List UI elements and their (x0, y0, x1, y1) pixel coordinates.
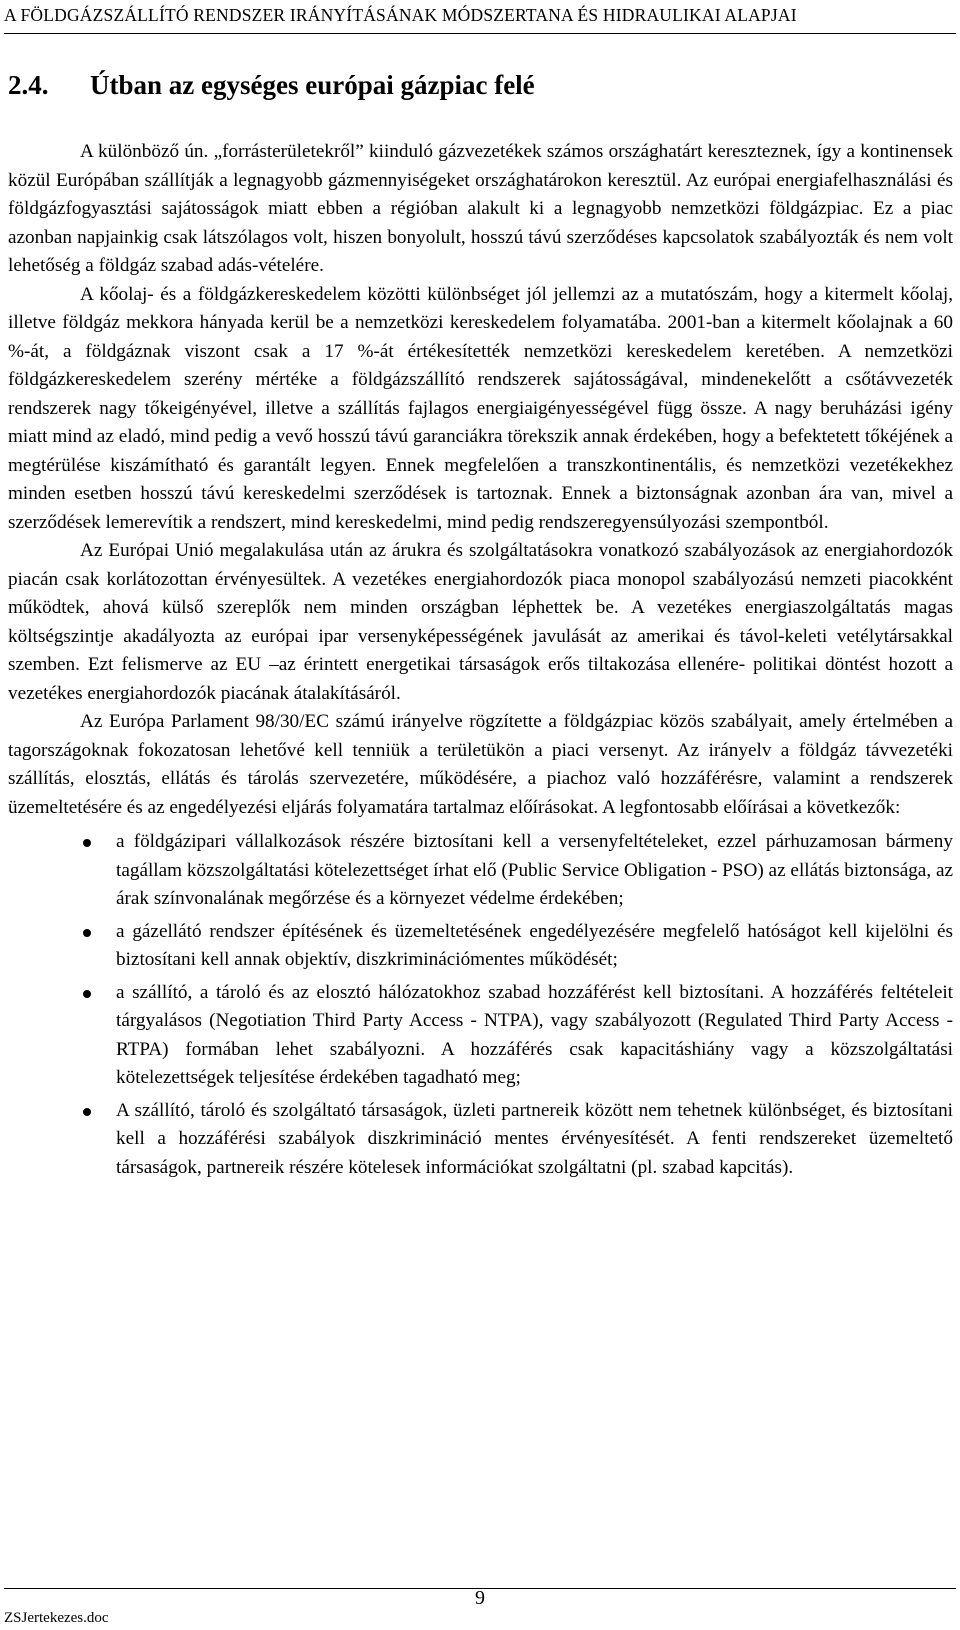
list-item (116, 1097, 953, 1183)
bullet-list (8, 828, 953, 1182)
section-heading (8, 68, 535, 102)
list-item-text: A szállító, tároló és szolgáltató társaságok, üzleti partnereik között nem tehetnek különbséget, és biztosítani kell a hozzáférési szabályok diszkrimináció mentes érvényesítését. A fenti rendszereket üzemeltető társaságok, partnereik részére kötelesek információkat szolgáltatni (pl. szabad kapcitás). (116, 1099, 953, 1178)
section-number: 2.4. (8, 70, 49, 100)
list-item (116, 979, 953, 1093)
list-item (116, 918, 953, 975)
bullet-icon (83, 839, 91, 847)
paragraph: Az Európai Unió megalakulása után az árukra és szolgáltatásokra vonatkozó szabályozások az energiahordozók piacán csak korlátozottan érvényesültek. A vezetékes energiahordozók piaca monopol szabályozású nemzeti piacokként működtek, ahová külső szereplők nem minden országban léphettek be. A vezetékes energiaszolgáltatás magas költségszintje akadályozta az európai ipar versenyképességének javulását az amerikai és távol-keleti vetélytársakkal szemben. Ezt felismerve az EU –az érintett energetikai társaságok erős tiltakozása ellenére- politikai döntést hozott a vezetékes energiahordozók piacának átalakításáról. (8, 540, 953, 704)
list-item-text: a szállító, a tároló és az elosztó hálózatokhoz szabad hozzáférést kell biztosítani. A hozzáférés feltételeit tárgyalásos (Negotiation Third Party Access - NTPA), vagy szabályozott (Regulated Third Party Access - RTPA) formában lehet szabályozni. A hozzáférés csak kapacitáshiány vagy a közszolgáltatási kötelezettségek teljesítése érdekében tagadható meg; (116, 981, 953, 1088)
bullet-icon (83, 990, 91, 998)
running-header: A FÖLDGÁZSZÁLLÍTÓ RENDSZER IRÁNYÍTÁSÁNAK MÓDSZERTANA ÉS HIDRAULIKAI ALAPJAI (4, 5, 797, 25)
paragraph: Az Európa Parlament 98/30/EC számú irányelve rögzítette a földgázpiac közös szabályait, amely értelmében a tagországoknak fokozatosan lehetővé kell tenniük a területükön a piaci versenyt. Az irányelv a földgáz távvezetéki szállítás, elosztás, ellátás és tárolás szervezetére, működésére, a piachoz való hozzáférésre, valamint a rendszerek üzemeltetésére és az engedélyezési eljárás folyamatára tartalmaz előírásokat. A legfontosabb előírásai a következők: (8, 711, 953, 818)
footer-file-name: ZSJertekezes.doc (4, 1610, 109, 1626)
page-number: 9 (475, 1587, 485, 1609)
list-item-text: a földgázipari vállalkozások részére biztosítani kell a versenyfeltételeket, ezzel párhuzamosan bármeny tagállam közszolgáltatási kötelezettséget írhat elő (Public Service Obligation - PSO) az ellátás biztonsága, az árak színvonalának megőrzése és a környezet védelme érdekében; (116, 831, 953, 909)
section-title: Útban az egységes európai gázpiac felé (90, 70, 535, 100)
header-rule (4, 33, 956, 34)
body-text (8, 138, 953, 1186)
list-item (116, 828, 953, 914)
bullet-icon (83, 1108, 91, 1116)
paragraph: A kőolaj- és a földgázkereskedelem közötti különbséget jól jellemzi az a mutatószám, hogy a kitermelt kőolaj, illetve földgáz mekkora hányada kerül be a nemzetközi kereskedelem folyamatába. 2001-ban a kitermelt kőolajnak a 60 %-át, a földgáznak viszont csak a 17 %-át értékesítették nemzetközi kereskedelem keretében. A nemzetközi földgázkereskedelem szerény mértéke a földgázszállító rendszerek sajátosságával, mindenekelőtt a csőtávvezeték rendszerek nagy tőkeigényével, illetve a szállítás fajlagos energiaigényességével függ össze. A nagy beruházási igény miatt mind az eladó, mind pedig a vevő hosszú távú garanciákra törekszik annak érdekében, hogy a befektetett tőkéjének a megtérülése kiszámítható és garantált legyen. Ennek megfelelően a transzkontinentális, és nemzetközi vezetékekhez minden esetben hosszú távú kereskedelmi szerződések is tartoznak. Ennek a biztonságnak azonban ára van, mivel a szerződések lemerevítik a rendszert, mind kereskedelmi, mind pedig rendszeregyensúlyozási szempontból. (8, 283, 953, 533)
list-item-text: a gázellátó rendszer építésének és üzemeltetésének engedélyezésére megfelelő hatóságot kell kijelölni és biztosítani kell annak objektív, diszkriminációmentes működését; (116, 920, 953, 970)
bullet-icon (83, 929, 91, 937)
paragraph: A különböző ún. „forrásterületekről” kiinduló gázvezetékek számos országhatárt kereszteznek, így a kontinensek közül Európában szállítják a legnagyobb gázmennyiségeket országhatárokon keresztül. Az európai energiafelhasználási és földgázfogyasztási sajátosságok miatt ebben a régióban alakult ki a legnagyobb nemzetközi földgázpiac. Ez a piac azonban napjainkig csak látszólagos volt, hiszen bonyolult, hosszú távú szerződéses kapcsolatok szabályozták és nem volt lehetőség a földgáz szabad adás-vételére. (8, 141, 953, 276)
